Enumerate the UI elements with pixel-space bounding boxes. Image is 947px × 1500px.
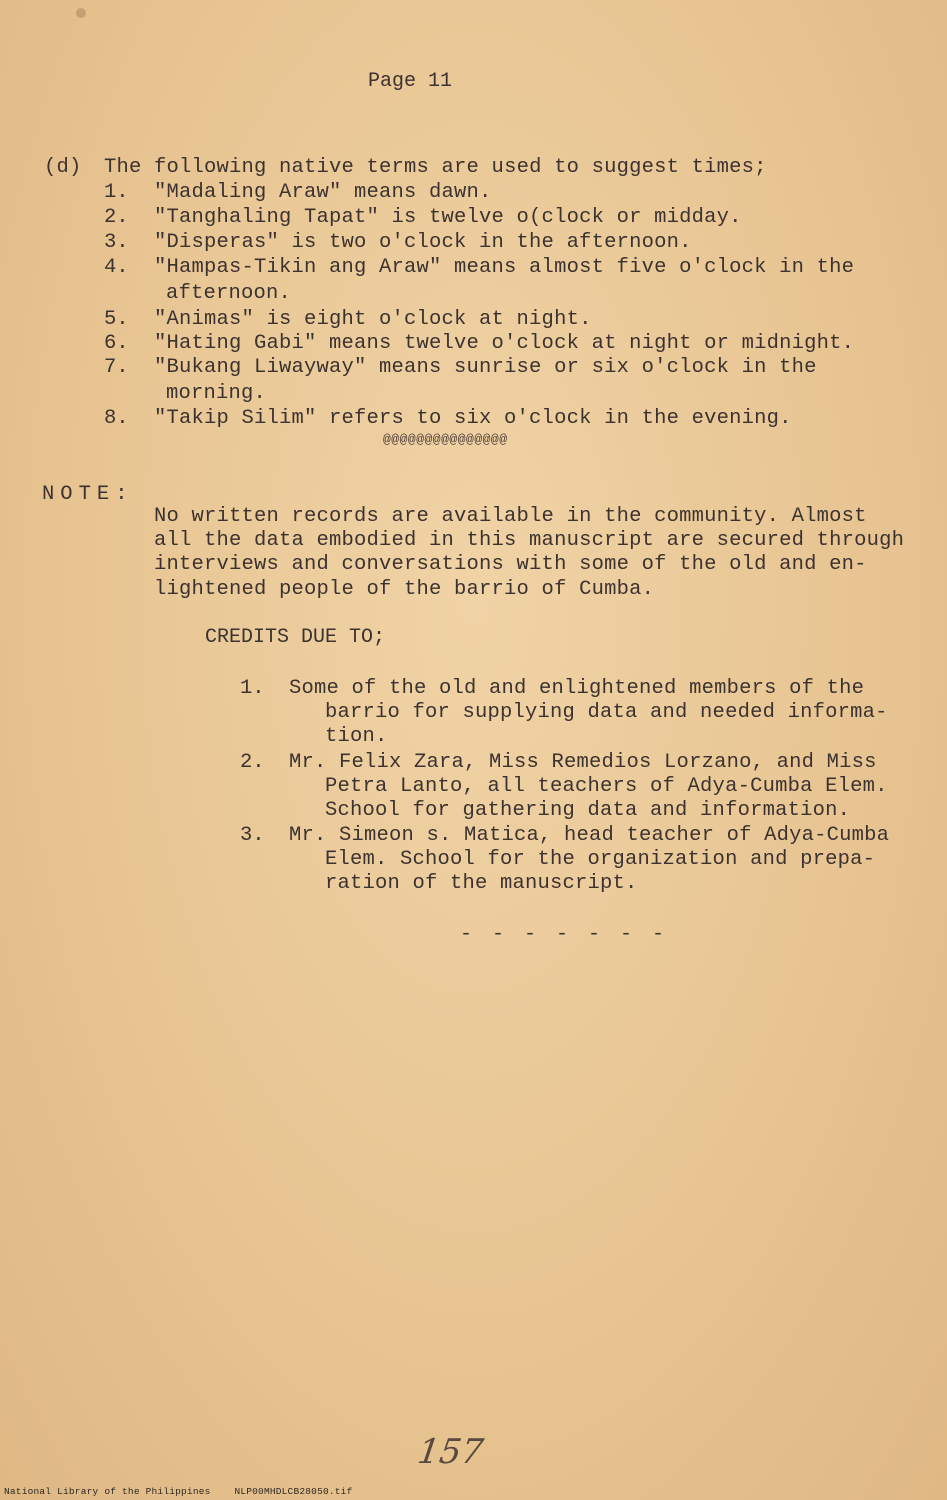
list-item-text: "Hating Gabi" means twelve o'clock at night or midnight. <box>154 332 855 355</box>
list-item-text: "Madaling Araw" means dawn. <box>154 181 492 204</box>
list-item-text: "Bukang Liwayway" means sunrise or six o'clock in the <box>154 356 817 379</box>
credit-text: Petra Lanto, all teachers of Adya-Cumba Elem. <box>325 775 888 798</box>
credit-text: School for gathering data and information. <box>325 799 851 822</box>
list-item-number: 2. <box>104 206 129 229</box>
credit-text: Elem. School for the organization and prepa- <box>325 848 876 871</box>
list-item-text: "Tanghaling Tapat" is twelve o(clock or midday. <box>154 206 742 229</box>
list-item-number: 5. <box>104 308 129 331</box>
list-item-continuation: afternoon. <box>166 282 292 305</box>
footer-file: NLP00MHDLCB28050.tif <box>234 1486 353 1497</box>
note-label: NOTE: <box>42 483 134 506</box>
list-item-number: 1. <box>104 181 129 204</box>
scan-footer <box>4 1486 370 1497</box>
page-title: Page 11 <box>368 70 453 93</box>
footer-library: National Library of the Philippines <box>4 1486 211 1497</box>
credit-number: 3. <box>240 824 265 847</box>
list-item-text: "Hampas-Tikin ang Araw" means almost five o'clock in the <box>154 256 855 279</box>
note-line: No written records are available in the community. Almost <box>154 505 867 528</box>
section-intro: The following native terms are used to suggest times; <box>104 156 767 179</box>
note-line: all the data embodied in this manuscript are secured through <box>154 529 905 552</box>
list-item-number: 3. <box>104 231 129 254</box>
ornament-divider: @@@@@@@@@@@@@@@ <box>383 432 508 447</box>
list-item-text: "Disperas" is two o'clock in the afternoon. <box>154 231 692 254</box>
note-line: interviews and conversations with some of the old and en- <box>154 553 867 576</box>
credit-number: 2. <box>240 751 265 774</box>
credits-title: CREDITS DUE TO; <box>205 626 386 649</box>
credit-text: Mr. Simeon s. Matica, head teacher of Adya-Cumba <box>289 824 890 847</box>
credit-text: Mr. Felix Zara, Miss Remedios Lorzano, and Miss <box>289 751 877 774</box>
list-item-number: 8. <box>104 407 129 430</box>
list-item-number: 4. <box>104 256 129 279</box>
credit-text: tion. <box>325 725 388 748</box>
list-item-text: "Takip Silim" refers to six o'clock in the evening. <box>154 407 792 430</box>
credit-text: barrio for supplying data and needed informa- <box>325 701 888 724</box>
credit-number: 1. <box>240 677 265 700</box>
section-label: (d) <box>44 156 82 179</box>
list-item-number: 6. <box>104 332 129 355</box>
list-item-continuation: morning. <box>166 382 267 405</box>
page-number: 157 <box>415 1432 486 1472</box>
credit-text: Some of the old and enlightened members of the <box>289 677 865 700</box>
credit-text: ration of the manuscript. <box>325 872 638 895</box>
end-dashes: - - - - - - - <box>460 923 669 946</box>
list-item-text: "Animas" is eight o'clock at night. <box>154 308 592 331</box>
list-item-number: 7. <box>104 356 129 379</box>
ink-blot <box>76 8 86 18</box>
note-line: lightened people of the barrio of Cumba. <box>154 578 655 601</box>
